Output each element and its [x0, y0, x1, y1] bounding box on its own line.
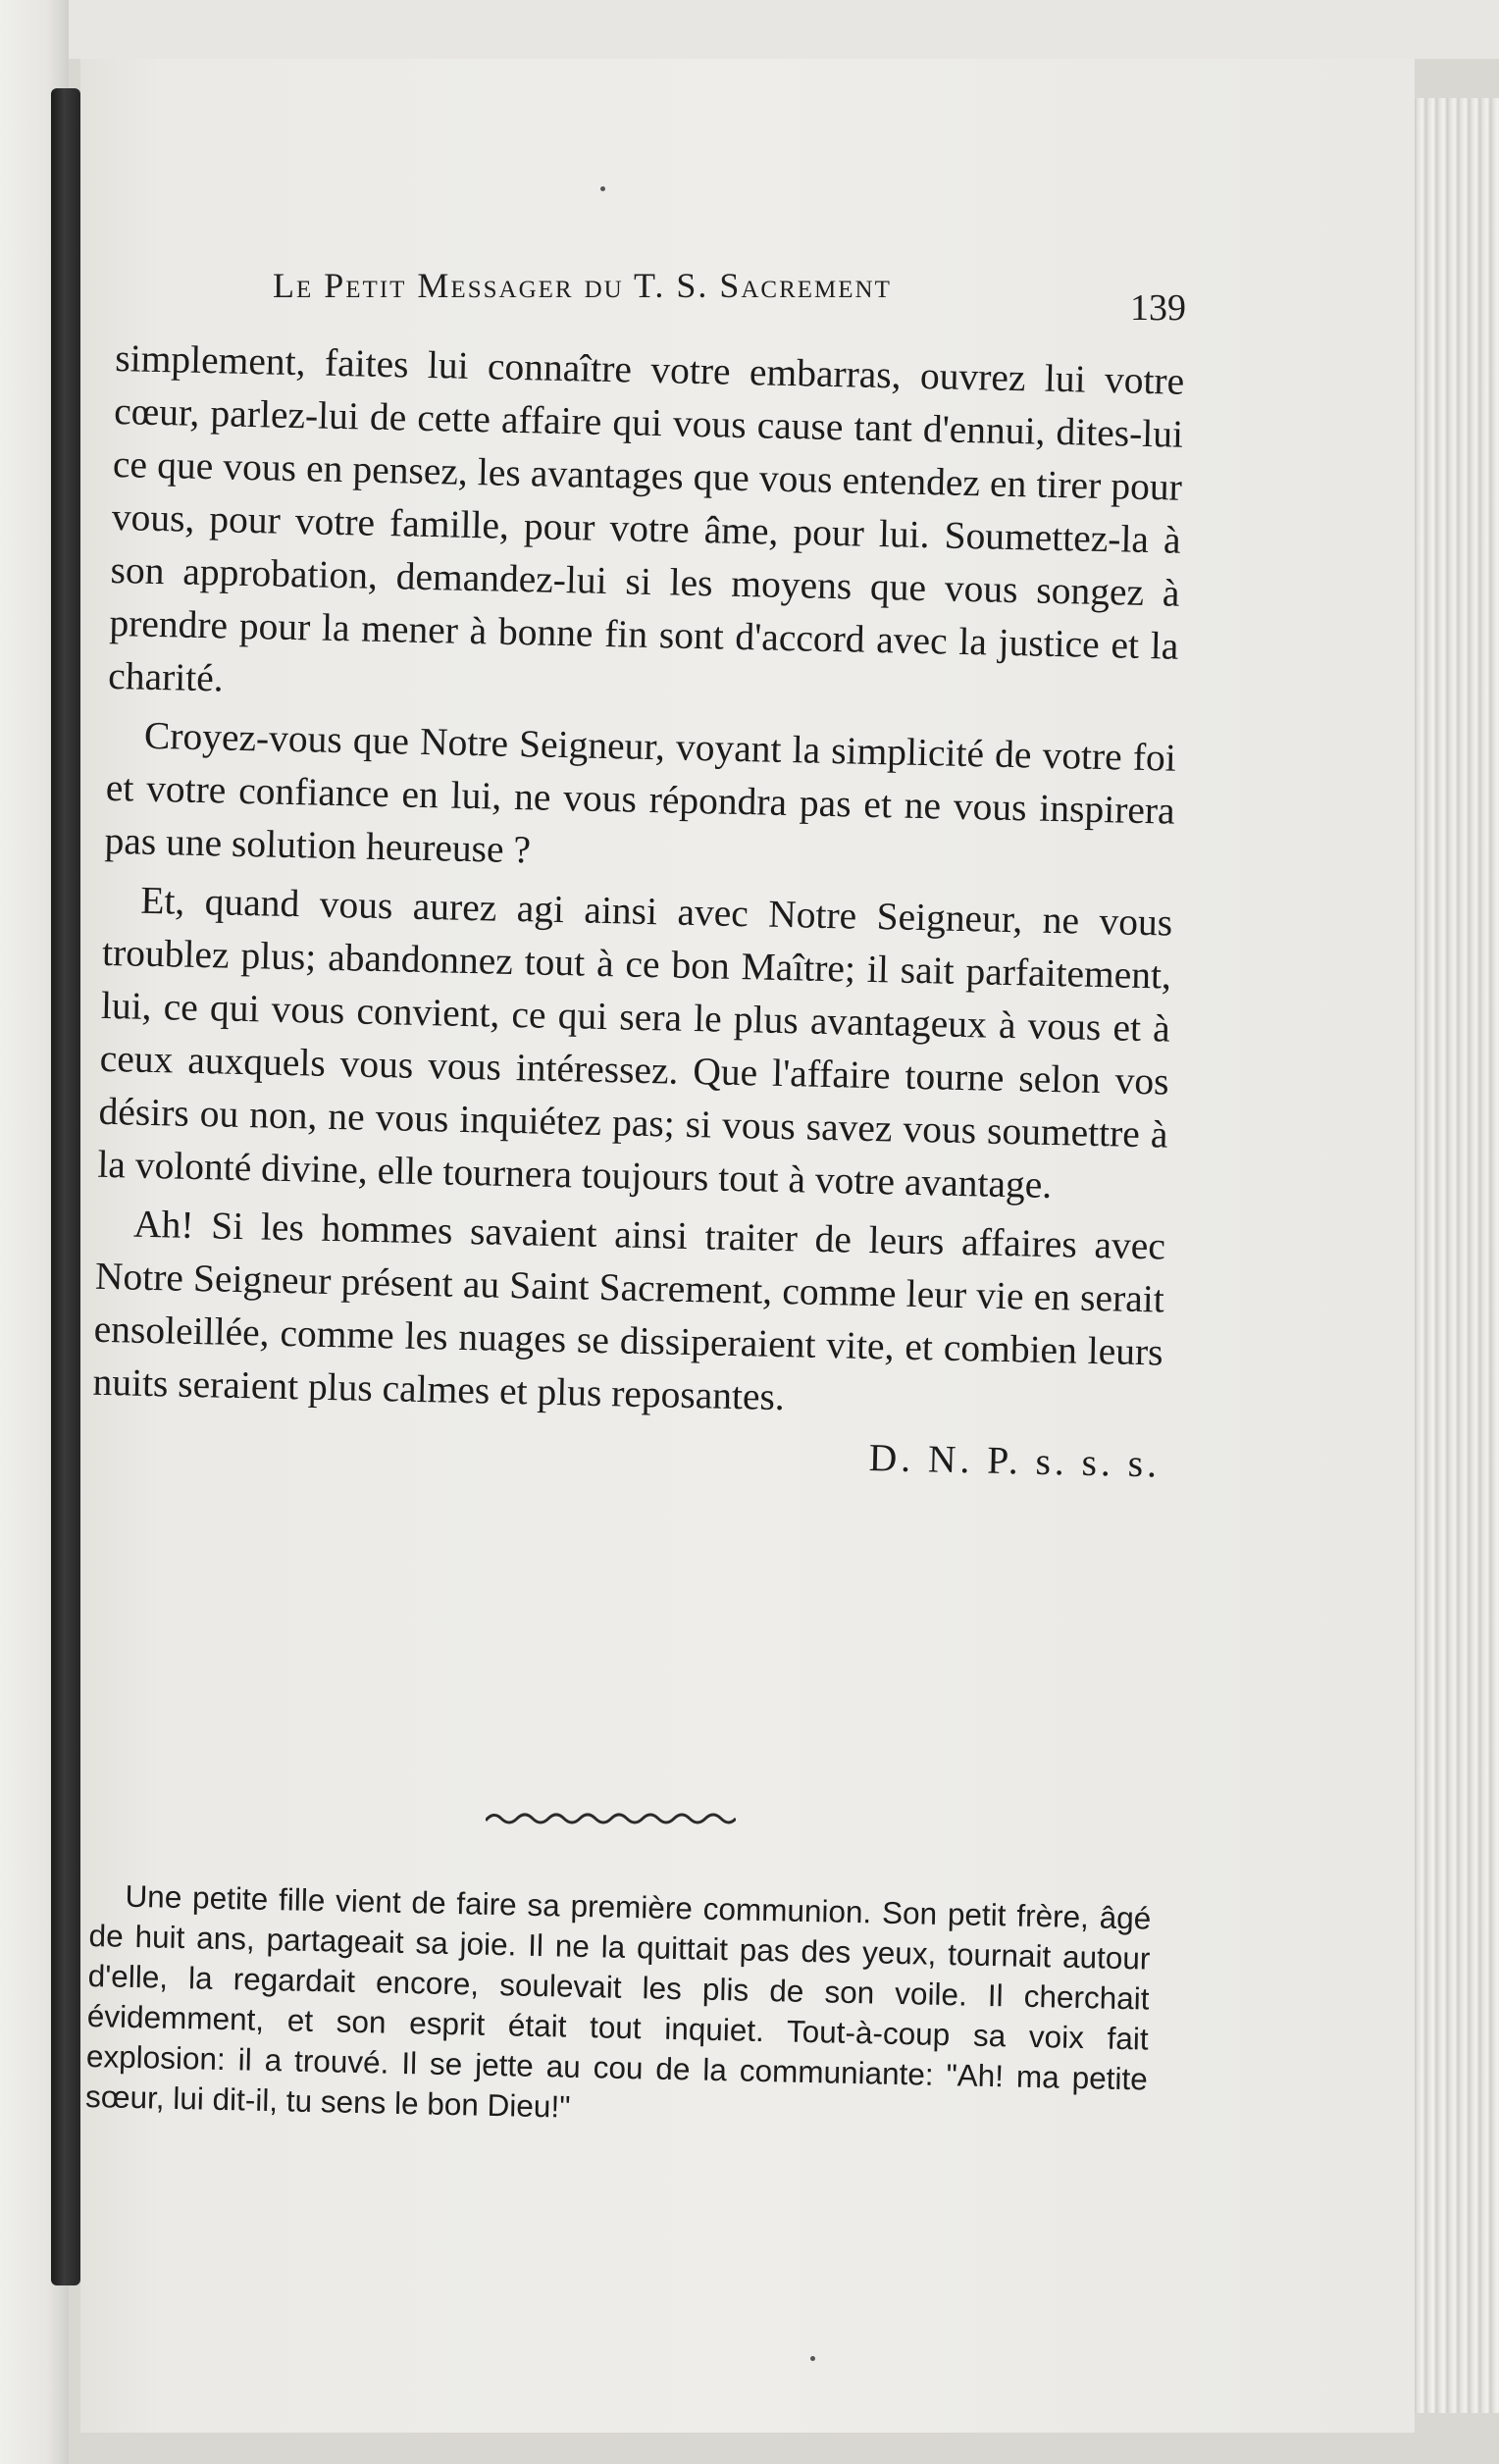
footnote: [85, 1875, 1152, 2140]
article-body: [91, 332, 1185, 1497]
running-head: Le Petit Messager du T. S. Sacrement: [273, 266, 892, 305]
page-number: 139: [1130, 287, 1186, 329]
top-margin: [0, 0, 1499, 59]
signature: D. N. P. s. s. s.: [868, 1436, 1162, 1486]
paragraph: Croyez-vous que Notre Seigneur, voyant la simplicité de votre foi et votre confiance en lui, ne vous répondra pas et ne vous inspirera pas une solution heureuse ?: [104, 713, 1177, 872]
paragraph: simplement, faites lui connaître votre embarras, ouvrez lui votre cœur, parlez-lui de cette affaire qui vous cause tant d'ennui, dites-lui ce que vous en pensez, les avantages que vous entendez en tirer pour vous, pour votre famille, pour votre âme, pour lui. Soumettez-la à son approbation, demandez-lui si les moyens que vous songez à prendre pour la mener à bonne fin sont d'accord avec la justice et la charité.: [107, 335, 1185, 700]
paragraph: Ah! Si les hommes savaient ainsi traiter de leurs affaires avec Notre Seigneur présent au Saint Sacrement, comme leur vie en serait ensoleillée, comme les nuages se dissiperaient vite, et combien leurs nuits seraient plus calmes et plus reposantes.: [92, 1202, 1166, 1419]
paragraph: Et, quand vous aurez agi ainsi avec Notre Seigneur, ne vous troublez plus; abandonnez tout à ce bon Maître; il sait parfaitement, lui, ce qui vous convient, ce qui sera le plus avantageux à vous et à ceux auxquels vous vous intéressez. Que l'affaire tourne selon vos désirs ou non, ne vous inquiétez pas; si vous savez vous soumettre à la volonté divine, elle tournera toujours tout à votre avantage.: [96, 878, 1173, 1207]
page-edges: [1415, 98, 1499, 2413]
dust-speck: [600, 186, 605, 191]
footnote-text: Une petite fille vient de faire sa première communion. Son petit frère, âgé de huit ans, partageait sa joie. Il ne la quittait pas des yeux, tournait autour d'elle, la regardait encore, soulevait les plis de son voile. Il cherchait évidemment, et son esprit était tout inquiet. Tout-à-coup sa voix fait explosion: il a trouvé. Il se jette au cou de la communiante: "Ah! ma petite sœur, lui dit-il, tu sens le bon Dieu!": [84, 1877, 1152, 2125]
book-gutter: [51, 88, 80, 2285]
wavy-divider-ornament: [486, 1807, 736, 1828]
dust-speck: [810, 2356, 815, 2361]
